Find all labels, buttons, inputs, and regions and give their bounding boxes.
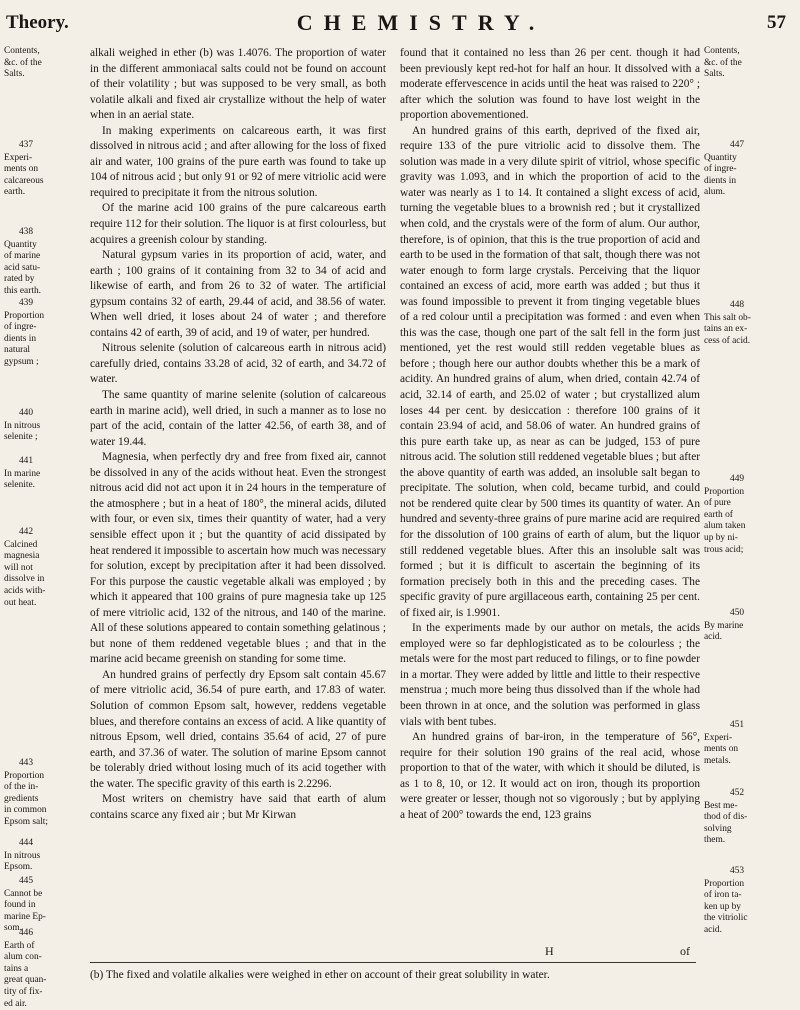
margin-note: 447 Quantity of ingre- dients in alum. xyxy=(704,140,745,198)
margin-note: Contents, &c. of the Salts. xyxy=(704,46,742,80)
margin-note: 441 In marine selenite. xyxy=(4,456,41,491)
paragraph: In making experiments on calcareous earth, it was first dissolved in nitrous acid ; and after allowing for the loss of fixed air and water, 100 grains of the pure earth was found to take up 104 of nitrous acid ; but only 91 or 92 of mere vitriolic acid were required to precipitate it from the nitrous solution. xyxy=(90,124,386,199)
margin-note: 440 In nitrous selenite ; xyxy=(4,408,41,443)
paragraph: Magnesia, when perfectly dry and free from fixed air, cannot be dissolved in any of the acids without heat. Even the strongest nitrous acid did not act upon it in 24 hours in the temperature of the atmosphere ; but in a heat of 180°, the mineral acids, diluted with four, or even six, times their quantity of water, had a very sensible effect upon it ; but the quantity of acid dissipated by heat rendered it impossible to ascertain how much was necessary for solution, except by precipitation after it had been dissolved. For this purpose the caustic vegetable alkali was employed ; by which it appeared that 100 grains of pure magnesia take up 125 of mere vitriolic acid, 132 of the nitrous, and 140 of the marine. All of these solutions appeared to contain something gelatinous ; but none of them reddened vegetable blues ; and that in the marine acid became greenish on standing for some time. xyxy=(90,451,386,666)
margin-note: 444 In nitrous Epsom. xyxy=(4,838,41,873)
margin-note: 452 Best me- thod of dis- solving them. xyxy=(704,788,748,846)
paragraph: found that it contained no less than 26 per cent. though it had been previously kept red-hot for half an hour. It dissolved with a moderate effervescence in acids until the heat was raised to 220° ; after which the solution was found to have lost weight in the proportion abovementioned. xyxy=(400,47,700,122)
running-header xyxy=(0,0,800,40)
margin-note: 439 Proportion of ingre- dients in natural gypsum ; xyxy=(4,298,45,367)
paragraph: An hundred grains of this earth, deprived of the fixed air, require 133 of the pure vitriolic acid to dissolve them. The solution was made in a very dilute spirit of vitriol, whose specific gravity was 1.093, and in which the proportion of acid to the water was nearly as 1 to 14. It contained a slight excess of acid, turning the vegetable blues to a brownish red ; but it crystallized when cold, and the crystals were of the form of alum. Our author, therefore, is of opinion, that this is the true proportion of acid and earth to be used in the formation of that salt, though there was not water enough to form large crystals. Perceiving that the liquor contained an excess of acid, more earth was added ; but thus it was found impossible to prevent it from tinging vegetable blues of a red colour until a precipitation was formed : and even when this was the case, though one part of the salt fell in the form just mentioned, yet the rest would still redden vegetable blues as before ; though here our author doubts whether this be a mark of acidity. An hundred grains of alum, when dried, contain 42.74 of acid, 32.14 of earth, and 25.02 of water ; but crystallized alum loses 44 per cent. by desiccation : therefore 100 grains of it contain 23.94 of acid, and 58.06 of water. An hundred grains of this pure earth take up, as near as can be judged, 153 of pure nitrous acid. The solution still reddened vegetable blues ; but after the above quantity of earth was added, an insoluble salt began to precipitate. The solution, when cold, became turbid, and could not be rendered quite clear by 500 times its quantity of water. An hundred and seventy-three grains of pure marine acid are required for the dissolution of 100 grains of earth of alum, but the liquor still reddened vegetable blues. After this an insoluble salt was formed ; but it is difficult to ascertain the beginning of its formation precisely both in this and the preceding cases. The specific gravity of pure argillaceous earth, containing 25 per cent. of fixed air, is 1.9901. xyxy=(400,124,701,619)
margin-note: 453 Proportion of iron ta- ken up by the vitriolic acid. xyxy=(704,866,748,935)
paragraph: An hundred grains of bar-iron, in the temperature of 56°, require for their solution 190 grains of the real acid, whose proportion to that of the water, with which it should be diluted, is as 1 to 8, 10, or 12. It would act on iron, though its proportion were greater or lesser, though not so vigorously ; but by applying a heat of 200° towards the end, 123 grains xyxy=(400,731,700,821)
catchword: of xyxy=(680,944,690,958)
margin-note: 443 Proportion of the in- gredients in common Epsom salt; xyxy=(4,758,49,827)
paragraph: The same quantity of marine selenite (solution of calcareous earth in marine acid), well dried, in such a manner as to lose no part of the acid, contain of the latter 42.56, of earth 38, and of water 19.44. xyxy=(90,389,386,448)
margin-note: 446 Earth of alum con- tains a great quan- tity of fix- ed air. xyxy=(4,928,47,1009)
footnote-divider xyxy=(90,962,696,963)
paragraph: Of the marine acid 100 grains of the pure calcareous earth require 112 for their solution. The liquor is at first colourless, but acquires a greenish colour by standing. xyxy=(90,202,386,246)
margin-note: 437 Experi- ments on calcareous earth. xyxy=(4,140,44,198)
margin-note: 438 Quantity of marine acid satu- rated by this earth. xyxy=(4,227,41,296)
margin-note: 445 Cannot be found in marine Ep- som. xyxy=(4,876,46,934)
right-text-column xyxy=(400,46,700,823)
signature-mark: H xyxy=(545,944,554,958)
paragraph: Most writers on chemistry have said that earth of alum contains scarce any fixed air ; but Mr Kirwan xyxy=(90,793,386,821)
margin-note: Contents, &c. of the Salts. xyxy=(4,46,42,80)
page-number: 57 xyxy=(767,12,786,33)
margin-note: 448 This salt ob- tains an ex- cess of acid. xyxy=(704,300,751,346)
margin-note: 450 By marine acid. xyxy=(704,608,745,643)
paragraph: alkali weighed in ether (b) was 1.4076. The proportion of water in the different ammoniacal salts could not be found on account of their volatility ; but was supposed to be very small, as both volatile alkali and fixed air crystallize without the help of water when in an aerial state. xyxy=(90,47,386,122)
margin-note: 442 Calcined magnesia will not dissolve in acids with- out heat. xyxy=(4,527,46,608)
left-text-column xyxy=(90,46,386,823)
paragraph: An hundred grains of perfectly dry Epsom salt contain 45.67 of mere vitriolic acid, 36.54 of pure earth, and 17.83 of water. Solution of common Epsom salt, however, reddens vegetable blues, and therefore contains an excess of acid. A like quantity of nitrous Epsom, well dried, contains 35.64 of acid, 27 of pure earth, and 37.36 of water. The solution of marine Epsom cannot be tolerably dried without losing much of its acid together with the water. The specific gravity of this earth is 2.2296. xyxy=(90,668,386,790)
paragraph: Nitrous selenite (solution of calcareous earth in nitrous acid) carefully dried, contains 33.28 of acid, 32 of earth, and 34.72 of water. xyxy=(90,342,386,386)
margin-note: 449 Proportion of pure earth of alum taken up by ni- trous acid; xyxy=(704,474,746,555)
paragraph: Natural gypsum varies in its proportion of acid, water, and earth ; 100 grains of it containing from 32 to 34 of acid and likewise of earth, and from 26 to 32 of water. The artificial gypsum contains 32 of earth, 29.44 of acid, and 38.56 of water. When well dried, it loses about 24 of water ; and therefore contains 42 of earth, 39 of acid, and 19 of water, per hundred. xyxy=(90,249,386,339)
page-title: CHEMISTRY. xyxy=(296,10,546,35)
footnote: (b) The fixed and volatile alkalies were weighed in ether on account of their great solubility in water. xyxy=(90,969,550,981)
margin-note: 451 Experi- ments on metals. xyxy=(704,720,745,766)
paragraph: In the experiments made by our author on metals, the acids employed were so far dephlogisticated as to be colourless ; the metals were for the most part reduced to filings, or to fine powder in a mortar. They were added by little and little to their respective menstrua ; much more being thus dissolved than if the whole had been thrown in at once, and the solution was performed in glass vials with bent tubes. xyxy=(400,622,700,728)
section-title: Theory. xyxy=(6,12,69,33)
